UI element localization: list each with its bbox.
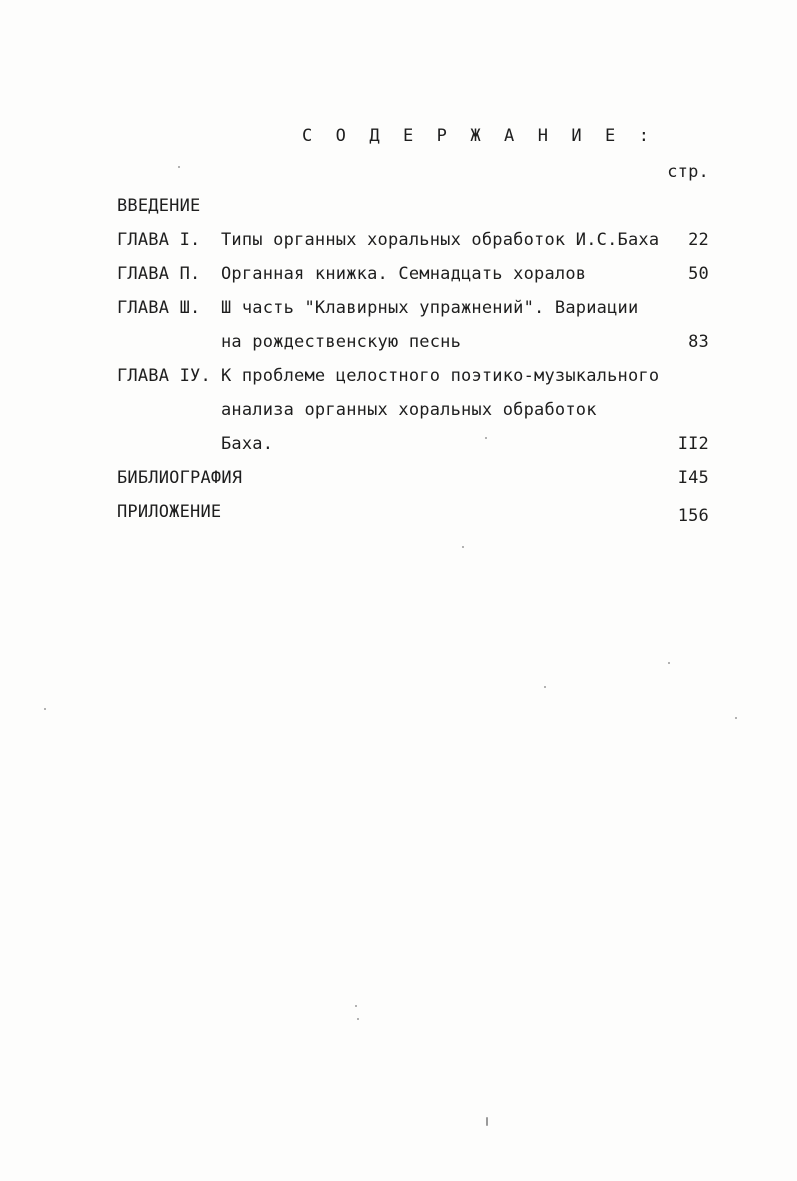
scan-speck [735, 717, 737, 719]
toc-entry-chapter-4-title-line-3: Баха. [221, 434, 274, 454]
scan-speck [486, 1117, 488, 1126]
toc-entry-chapter-4-title-line-1: К проблеме целостного поэтико-музыкального [221, 366, 660, 386]
toc-entry-chapter-1-title: Типы органных хоральных обработок И.С.Баха [221, 230, 660, 250]
toc-entry-appendix-label: ПРИЛОЖЕНИЕ [117, 502, 222, 522]
toc-entry-chapter-1-page: 22 [688, 230, 709, 250]
toc-entry-chapter-3-page: 83 [688, 332, 709, 352]
scan-speck [485, 437, 487, 439]
scan-speck [668, 662, 670, 664]
toc-entry-chapter-4-label: ГЛАВА IУ. [117, 366, 211, 386]
toc-entry-chapter-2-label: ГЛАВА П. [117, 264, 201, 284]
toc-title: С О Д Е Р Ж А Н И Е : [302, 126, 656, 146]
toc-entry-chapter-3-label: ГЛАВА Ш. [117, 298, 201, 318]
toc-entry-chapter-3-title-line-2: на рождественскую песнь [221, 332, 462, 352]
scan-speck [355, 1005, 357, 1007]
toc-entry-chapter-1-label: ГЛАВА I. [117, 230, 201, 250]
scan-speck [178, 166, 180, 168]
page-column-label: стр. [667, 162, 709, 182]
toc-entry-bibliography-page: I45 [677, 468, 709, 488]
toc-entry-chapter-4-page: II2 [677, 434, 709, 454]
toc-entry-introduction-label: ВВЕДЕНИЕ [117, 196, 201, 216]
toc-entry-appendix-page: 156 [677, 506, 709, 526]
toc-entry-chapter-2-page: 50 [688, 264, 709, 284]
scan-speck [544, 686, 546, 688]
toc-entry-chapter-3-title-line-1: Ш часть "Клавирных упражнений". Вариации [221, 298, 639, 318]
toc-entry-chapter-2-title: Органная книжка. Семнадцать хоралов [221, 264, 587, 284]
toc-entry-bibliography-label: БИБЛИОГРАФИЯ [117, 468, 243, 488]
scan-speck [462, 546, 464, 548]
scan-speck [357, 1018, 359, 1020]
toc-entry-chapter-4-title-line-2: анализа органных хоральных обработок [221, 400, 597, 420]
scan-speck [44, 708, 46, 710]
